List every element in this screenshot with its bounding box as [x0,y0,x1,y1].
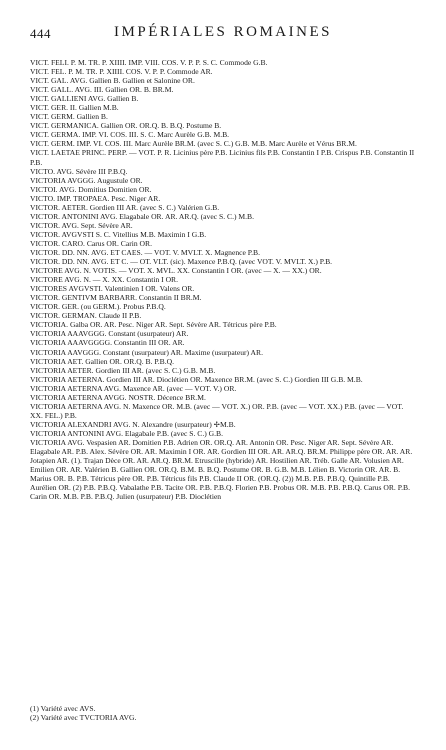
index-entry: VICTORE AVG. N. VOTIS. — VOT. X. MVL. XX. Constantin I OR. (avec — X. — XX.) OR. [30,266,322,276]
index-entry: VICTOR. GERMAN. Claude II P.B. [30,311,142,321]
index-entry: VICTOR. ANTONINI AVG. Elagabale OR. AR. AR.Q. (avec S. C.) M.B. [30,211,255,221]
index-entry: VICT. GERM. IMP. VI. COS. III. Marc Aurèle BR.M. (avec S. C.) G.B. M.B. Marc Aurèle et Vérus BR.M. [30,139,357,149]
index-entry: VICTO. AVG. Sévère III P.B.Q. [30,166,128,176]
index-entry: VICTORIA AET. Gallien OR. OR.Q. B. P.B.Q. [30,356,175,366]
footnote: (2) Variété avec TVCTORIA AVG. [30,713,137,723]
running-title: IMPÉRIALES ROMAINES [114,24,332,40]
index-entry: VICTORIA AETERNA AVG. Maxence AR. (avec — VOT. V.) OR. [30,383,237,393]
index-entry: VICTORIA AAAVGGG. Constant (usurpateur) AR. [30,329,189,339]
index-entry: VICTORIA AVGGG. Augustule OR. [30,175,143,185]
index-entry: VICTOR. AVG. Sept. Sévère AR. [30,220,133,230]
index-entry: VICT. GERMA. IMP. VI. COS. III. S. C. Marc Aurèle G.B. M.B. [30,130,230,140]
index-entry: VICTOR. DD. NN. AVG. ET C. — OT. VLT. (sic). Maxence P.B.Q. (avec VOT. V. MVLT. X.) P.B. [30,257,333,267]
index-entry: VICTOI. AVG. Domitius Domitien OR. [30,184,152,194]
index-entry: VICTORIA AAAVGGGG. Constantin III OR. AR. [30,338,185,348]
index-entry: VICTOR. CARO. Carus OR. Carin OR. [30,238,152,248]
index-entry: VICT. FEL. P. M. TR. P. XIIII. COS. V. P. P. Commode AR. [30,67,213,77]
index-entry: VICT. GERMANICA. Gallien OR. OR.Q. B. B.Q. Postume B. [30,121,222,131]
index-entry: VICT. GALL. AVG. III. Gallien OR. B. BR.M. [30,85,174,95]
index-entry: VICTORIA ANTONINI AVG. Elagabale P.B. (avec S. C.) G.B. [30,428,223,438]
index-entry: VICTORIA AAVGGG. Constant (usurpateur) AR. Maxime (usurpateur) AR. [30,347,263,357]
footnotes [30,704,416,723]
footnote: (1) Variété avec AVS. [30,704,96,713]
page-header [30,24,416,44]
index-entry: VICT. LAETAE PRINC. PERP. — VOT. P. R. Licinius père P.B. Licinius fils P.B. Constantin I P.B. Crispus P.B. Constantin II P.B. [30,148,415,167]
index-entry: VICTORES AVGVSTI. Valentinien I OR. Valens OR. [30,284,195,294]
index-entry: VICT. GERM. Gallien B. [30,112,108,122]
index-entry: VICTORIA AETERNA AVGG. NOSTR. Décence BR.M. [30,392,206,402]
index-entry: VICTOR. DD. NN. AVG. ET CAES. — VOT. V. MVLT. X. Magnence P.B. [30,247,261,257]
index-entry: VICTOR. GER. (ou GERM.). Probus P.B.Q. [30,302,166,312]
index-entry: VICTORE AVG. N. — X. XX. Constantin I OR. [30,275,179,285]
index-entry: VICTORIA AETERNA AVG. N. Maxence OR. M.B. (avec — VOT. X.) OR. P.B. (avec — VOT. XX.) P.B. (avec — VOT. XX. FEL.) P.B. [30,401,404,420]
index-entry: VICT. GALLIENI AVG. Gallien B. [30,94,139,104]
index-entry: VICTORIA AVG. Vespasien AR. Domitien P.B. Adrien OR. OR.Q. AR. Antonin OR. Pesc. Niger AR. Sept. Sévère AR. Elagabale AR. P.B. Alex. Sévère OR. AR. Maximin I OR. AR. Gordien III OR. AR. AR.Q. BR.M. Philippe père OR. AR. AR. Jotapien AR. (1). Trajan Dèce OR. AR. AR.Q. BR.M. Etruscille (hybride) AR. Hostilien AR. Tréb. Galle AR. Volusien AR. Emilien OR. AR. Valérien B. Gallien OR. OR.Q. B.M. B. B.Q. Postume OR. B. G.B. M.B. Lélien B. Victorin OR. AR. B. Marius OR. B. P.B. Tétricus père OR. P.B. Tétricus fils P.B. Claude II OR. (OR.Q. (2)) M.B. P.B. P.B.Q. Quintille P.B. Aurélien OR. (2) P.B. P.B.Q. Vabalathe P.B. Tacite OR. P.B. P.B.Q. Florien P.B. Probus OR. M.B. P.B. P.B.Q. Carus OR. P.B. Carin OR. M.B. P.B. P.B.Q. Julien (usurpateur) P.B. Dioclétien [30,437,413,502]
index-entry: VICT. GAL. AVG. Gallien B. Gallien et Salonine OR. [30,76,195,86]
index-entry: VICTORIA AETER. Gordien III AR. (avec S. C.) G.B. M.B. [30,365,216,375]
legend-index-list [30,58,416,501]
index-entry: VICT. FELI. P. M. TR. P. XIIII. IMP. VIII. COS. V. P. P. S. C. Commode G.B. [30,58,268,67]
index-entry: VICTOR. AETER. Gordien III AR. (avec S. C.) Valérien G.B. [30,202,220,212]
index-entry: VICTORIA ALEXANDRI AVG. N. Alexandre (usurpateur) ✢M.B. [30,419,236,429]
index-entry: VICT. GER. II. Gallien M.B. [30,103,119,113]
index-entry: VICTORIA. Galba OR. AR. Pesc. Niger AR. Sept. Sévère AR. Tétricus père P.B. [30,320,277,330]
page-number: 444 [30,26,51,41]
index-entry: VICTOR. AVGVSTI S. C. Vitellius M.B. Maximin I G.B. [30,229,207,239]
index-entry: VICTO. IMP. TROPAEA. Pesc. Niger AR. [30,193,161,203]
index-entry: VICTOR. GENTIVM BARBARR. Constantin II BR.M. [30,293,202,303]
index-entry: VICTORIA AETERNA. Gordien III AR. Dioclétien OR. Maxence BR.M. (avec S. C.) Gordien III G.B. M.B. [30,374,363,384]
